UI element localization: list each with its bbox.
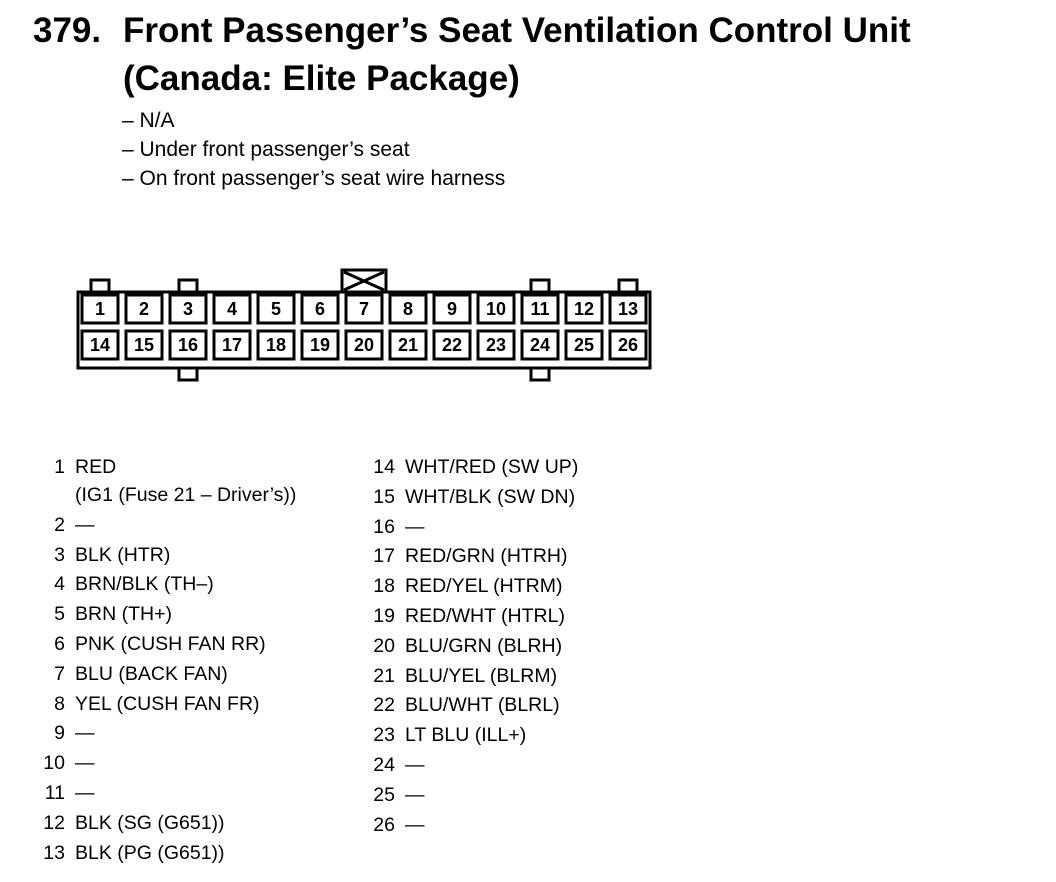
connector-pin-label: 22: [441, 335, 463, 355]
connector-pin-label: 8: [402, 299, 414, 319]
pin-number: 13: [43, 841, 65, 864]
pin-wire: —: [405, 813, 425, 836]
pin-number: 12: [43, 811, 65, 834]
title-line-1: Front Passenger’s Seat Ventilation Control Unit: [123, 11, 911, 50]
pin-wire: —: [405, 783, 425, 806]
pin-wire: PNK (CUSH FAN RR): [75, 633, 266, 655]
connector-pin-label: 11: [530, 299, 550, 319]
connector-pin-label: 9: [446, 299, 458, 319]
connector-pin-label: 23: [485, 335, 507, 355]
connector-pin-label: 7: [358, 299, 370, 319]
pin-wire: —: [405, 754, 425, 776]
pin-number: 6: [54, 633, 65, 655]
connector-diagram: [70, 262, 670, 382]
pin-number: 4: [54, 573, 65, 596]
title-line-2: (Canada: Elite Package): [123, 59, 520, 98]
pin-number: 5: [54, 603, 65, 626]
pin-number: 7: [54, 662, 65, 685]
connector-pin-label: 3: [182, 299, 194, 319]
pin-wire: WHT/BLK (SW DN): [405, 485, 576, 508]
connector-tab: [531, 368, 549, 380]
pin-number: 1: [54, 456, 65, 478]
connector-pin-label: 16: [177, 335, 199, 355]
pin-wire: BLK (PG (G651)): [75, 841, 225, 864]
connector-pin-label: 6: [314, 299, 326, 319]
pin-wire: —: [75, 782, 95, 804]
pin-number: 25: [373, 783, 395, 806]
pin-wire: WHT/RED (SW UP): [405, 456, 579, 478]
pin-wire: BLU (BACK FAN): [75, 662, 228, 685]
pin-wire: RED: [75, 456, 117, 478]
connector-pin-label: 1: [94, 299, 106, 319]
connector-tab: [91, 280, 109, 292]
pin-wire: BLU/WHT (BLRL): [405, 694, 560, 717]
pin-number: 16: [373, 515, 395, 538]
connector-pin-label: 4: [226, 299, 238, 319]
connector-tab: [619, 280, 637, 292]
pin-wire: RED/YEL (HTRM): [405, 575, 563, 598]
pin-number: 18: [373, 575, 395, 598]
connector-pin-label: 17: [221, 335, 243, 355]
pin-number: 17: [373, 545, 395, 568]
connector-pin-label: 21: [397, 335, 419, 355]
pin-number: 22: [373, 694, 395, 717]
connector-pin-label: 18: [265, 335, 287, 355]
connector-pin-label: 2: [138, 299, 150, 319]
pin-wire: LT BLU (ILL+): [405, 724, 527, 747]
pin-wire: BLU/YEL (BLRM): [405, 664, 558, 687]
pin-number: 24: [373, 754, 395, 776]
pin-number: 26: [373, 813, 395, 836]
connector-pin-label: 19: [309, 335, 331, 355]
pin-number: 3: [54, 543, 65, 566]
pin-wire: BRN/BLK (TH–): [75, 573, 214, 596]
connector-pin-label: 5: [270, 299, 282, 319]
pin-number: 10: [43, 752, 65, 775]
connector-pin-label: 24: [529, 335, 551, 355]
connector-pin-label: 13: [617, 299, 639, 319]
pin-number: 11: [44, 782, 65, 804]
connector-tab: [179, 280, 197, 292]
pin-number: 9: [54, 722, 65, 745]
pin-wire: BRN (TH+): [75, 603, 172, 626]
pin-wire: —: [75, 752, 95, 775]
pin-wire: —: [75, 722, 95, 745]
pin-wire: —: [405, 515, 425, 538]
pin-number: 15: [373, 485, 395, 508]
connector-tab: [531, 280, 549, 292]
pin-number: 19: [373, 605, 395, 627]
pin-wire: BLK (SG (G651)): [75, 811, 225, 834]
pin-number: 23: [373, 724, 395, 747]
connector-tab: [179, 368, 197, 380]
connector-pin-label: 15: [133, 335, 155, 355]
connector-pin-label: 25: [573, 335, 595, 355]
pin-number: 2: [54, 513, 65, 536]
pin-number: 21: [373, 664, 395, 687]
connector-pin-label: 26: [617, 335, 639, 355]
pin-wire: RED/WHT (HTRL): [405, 605, 565, 627]
pin-wire: YEL (CUSH FAN FR): [75, 692, 260, 715]
connector-pin-label: 10: [485, 299, 507, 319]
pin-wire: —: [75, 513, 95, 536]
pin-number: 14: [373, 456, 395, 478]
subtitle-line: – On front passenger’s seat wire harness: [122, 167, 506, 190]
pin-number: 20: [373, 634, 395, 657]
pin-wire-note: (IG1 (Fuse 21 – Driver’s)): [75, 484, 297, 506]
pin-wire: BLU/GRN (BLRH): [405, 634, 563, 657]
connector-pin-label: 12: [573, 299, 595, 319]
pin-number: 8: [54, 692, 65, 715]
pin-wire: BLK (HTR): [75, 543, 171, 566]
connector-pin-label: 14: [89, 335, 111, 355]
subtitle-line: – Under front passenger’s seat: [122, 138, 410, 161]
connector-pin-label: 20: [353, 335, 375, 355]
pin-wire: RED/GRN (HTRH): [405, 545, 568, 568]
title-number: 379.: [33, 11, 102, 50]
subtitle-line: – N/A: [122, 109, 175, 132]
